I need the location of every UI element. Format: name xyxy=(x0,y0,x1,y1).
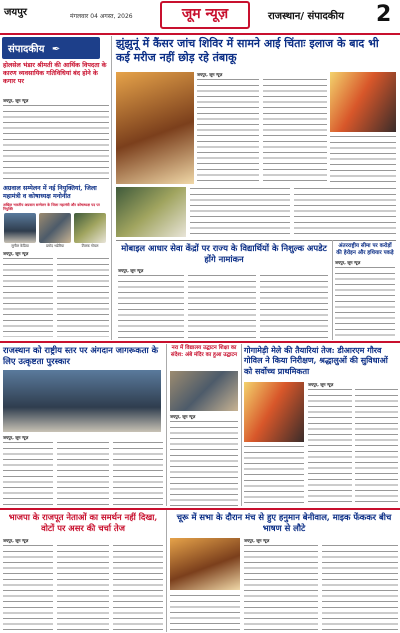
lead-body-col3 xyxy=(330,135,396,184)
portrait-caption-1: सुनील केडिया xyxy=(11,244,29,248)
bjp-byline: जयपुर, जूम न्यूज़ xyxy=(3,538,29,543)
bjp-body-col1 xyxy=(3,544,53,630)
award-body-col3 xyxy=(113,441,163,505)
meeting-headline: अग्रवाल सम्मेलन में नई नियुक्तियां, जिला महामंत्री व कोषाध्यक्ष मनोनीत xyxy=(3,185,97,200)
border-body xyxy=(335,266,395,338)
churu-photo xyxy=(170,538,240,590)
award-body-col1 xyxy=(3,441,53,505)
lead-byline: जयपुर, जूम न्यूज़ xyxy=(197,72,223,77)
lead-headline: झुंझुनूं में कैंसर जांच शिविर में सामने आई चिंताः इलाज के बाद भी कई मरीज नहीं छोड़ रहे तंबाकू xyxy=(116,37,379,64)
lead-body-col2 xyxy=(263,78,327,184)
masthead-rule xyxy=(0,33,400,35)
award-byline: जयपुर, जूम न्यूज़ xyxy=(3,435,29,440)
column-divider-4 xyxy=(166,510,167,632)
lead-photo-3 xyxy=(116,187,186,237)
border-headline: अंतरराष्ट्रीय सीमा पर करोड़ों की हेरोइन और हथियार पकड़े xyxy=(336,243,394,256)
column-divider-3 xyxy=(241,344,242,506)
newspaper-logo xyxy=(160,1,250,29)
city-label: जयपुर xyxy=(4,7,27,18)
editorial-headline: होलसेल भंडार श्रीमती की आर्थिक विपदता के कारण व्यवसायिक गतिविधियां बंद होने के कगार पर xyxy=(3,62,107,85)
fair-body-col2 xyxy=(355,388,398,506)
brand-name: जूम न्यूज़ xyxy=(181,6,229,22)
meeting-body-col2 xyxy=(57,257,109,337)
award-photo xyxy=(3,370,161,432)
mobile-body-col2 xyxy=(188,274,256,338)
editorial-byline: जयपुर, जूम न्यूज़ xyxy=(3,98,29,103)
portrait-photo-3 xyxy=(74,213,106,243)
portrait-caption-2: प्रमोद भडेरिया xyxy=(45,244,65,248)
churu-byline: जयपुर, जूम न्यूज़ xyxy=(244,538,270,543)
section-tag xyxy=(2,37,100,59)
fair-headline: गोगामेड़ी मेले की तैयारियां तेज: डीआरएम गौरव गोविल ने किया निरीक्षण, श्रद्धालुओं की सुविधाओं को सर्वोच्च प्राथमिकता xyxy=(244,345,388,376)
school-byline: जयपुर, जूम न्यूज़ xyxy=(170,414,196,419)
border-byline: जयपुर, जूम न्यूज़ xyxy=(335,260,361,265)
meeting-byline: जयपुर, जूम न्यूज़ xyxy=(3,251,29,256)
mobile-body-col1 xyxy=(118,274,184,338)
pen-icon: ✒ xyxy=(51,44,61,55)
fold-rule xyxy=(0,341,400,343)
lead-photo xyxy=(116,72,194,184)
section-tag-label: संपादकीय xyxy=(8,44,45,55)
fair-photo xyxy=(244,382,304,442)
portrait-caption-3: तिलक गोयल xyxy=(81,244,99,248)
lead-body-col1 xyxy=(197,78,259,184)
churu-body-col3 xyxy=(170,594,240,630)
page-number: 2 xyxy=(376,2,392,27)
bjp-body-col2 xyxy=(57,544,109,630)
churu-headline: चूरू में सभा के दौरान मंच से हुए हनुमान बेनीवाल, माइक फेंककर बीच भाषण से लौटे xyxy=(176,512,392,533)
mobile-headline: मोबाइल आधार सेवा केंद्रों पर राज्य के विद्यार्थियों के निशुल्क अपडेट होंगे नामांकन xyxy=(121,243,327,264)
school-headline: नरा में विद्यालय उद्घाटन शिक्षा का संदेश: अंबे मंदिर का हुआ उद्घाटन xyxy=(170,345,238,358)
editorial-body xyxy=(3,104,109,182)
fair-byline: जयपुर, जूम न्यूज़ xyxy=(308,382,334,387)
lead-photo-2 xyxy=(330,72,396,132)
mobile-body-col3 xyxy=(260,274,328,338)
lead-body-col4 xyxy=(190,187,290,237)
meeting-body-col1 xyxy=(3,257,53,337)
award-body-col2 xyxy=(57,441,109,505)
school-photo xyxy=(170,371,238,411)
edition-date: मंगलवार 04 अगस्त, 2026 xyxy=(70,13,133,20)
bjp-headline: भाजपा के राजपूत नेताओं का समर्थन नहीं दिखा, वोटों पर असर की चर्चा तेज xyxy=(8,512,158,533)
fair-body-col3 xyxy=(244,445,304,506)
mobile-byline: जयपुर, जूम न्यूज़ xyxy=(118,268,144,273)
column-divider-2 xyxy=(166,344,167,506)
portrait-photo-1 xyxy=(4,213,36,243)
portrait-photo-2 xyxy=(39,213,71,243)
churu-body-col1 xyxy=(244,544,318,630)
lower-rule xyxy=(0,508,400,510)
column-divider xyxy=(111,36,112,340)
award-headline: राजस्थान को राष्ट्रीय स्तर पर अंगदान जागरूकता के लिए उत्कृष्टता पुरस्कार xyxy=(3,345,159,366)
section-title: राजस्थान/ संपादकीय xyxy=(268,11,344,22)
bjp-body-col3 xyxy=(113,544,163,630)
churu-body-col2 xyxy=(322,544,398,630)
lead-body-col5 xyxy=(294,187,396,237)
fair-body-col1 xyxy=(308,388,352,506)
school-body xyxy=(170,420,238,506)
meeting-subheadline: अखिल भारतीय अग्रवाल सम्मेलन के जिला महामंत्री और कोषाध्यक्ष पद पर नियुक्ति xyxy=(3,203,100,212)
